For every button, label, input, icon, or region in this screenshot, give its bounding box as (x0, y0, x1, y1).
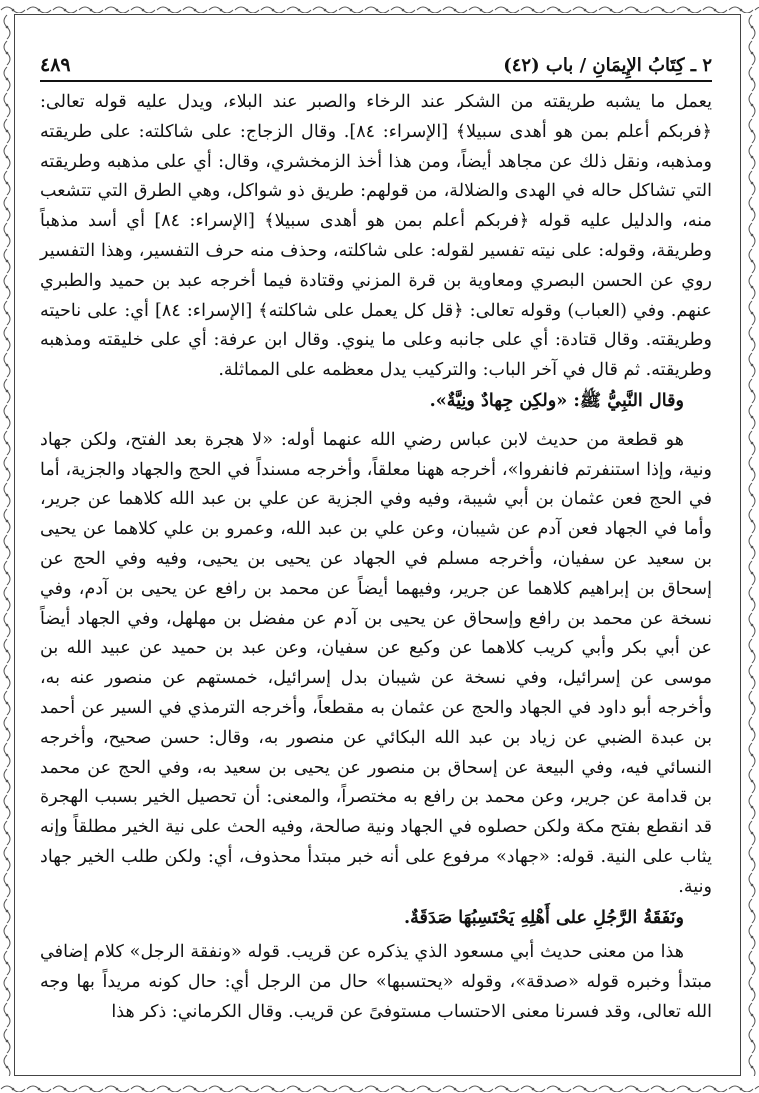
page-header (40, 50, 712, 82)
bottom-ornamental-border (0, 1080, 759, 1092)
hadith-quote: وقال النَّبِيُّ ﷺ: «ولكِن جِهادٌ ونِيَّةٌ». (429, 389, 684, 411)
commentary-paragraph: هو قطعة من حديث لابن عباس رضي الله عنهما أوله: «لا هجرة بعد الفتح، ولكن جهاد ونية، وإذا استنفرتم فانفروا»، أخرجه ههنا معلقاً، وأخرجه مسنداً في الحج والجهاد والجزية، أما في الحج فعن عثمان بن أبي شيبة، وفيه وفي الجزية عن علي بن عبد الله كلاهما عن جرير، وأما في الجهاد فعن آدم عن شيبان، وعن علي بن عبد الله، وعمرو بن علي كلاهما عن يحيى بن سعيد عن سفيان، وأخرجه مسلم في الجهاد عن يحيى بن يحيى، وفيه وفي الحج عن إسحاق بن إبراهيم كلاهما عن جرير، وفيهما أيضاً عن محمد بن رافع عن يحيى بن آدم، وفي نسخة عن محمد بن رافع وإسحاق عن يحيى بن آدم عن مفضل بن مهلهل، وفي الجهاد أيضاً عن أبي بكر وأبي كريب كلاهما عن وكيع عن سفيان، وعن عبد بن حميد عن عبيد الله بن موسى عن إسرائيل، وفي نسخة عن شيبان بدل إسرائيل، خمستهم عن منصور عنه به، وأخرجه أبو داود في الجهاد والحج عن عثمان به مقطعاً، وأخرجه الترمذي في السير عن أحمد بن عبدة الضبي عن زياد بن عبد الله البكائي عن منصور به، وقال: حسن صحيح، وأخرجه النسائي فيه، وفي البيعة عن إسحاق بن منصور عن يحيى بن سعيد به، وفي الحج عن محمد بن قدامة عن جرير، وعن محمد بن رافع به مختصراً، والمعنى: أن تحصيل الخير بسبب الهجرة قد انقطع بفتح مكة ولكن حصلوه في الجهاد ونية صالحة، وفيه الحث على نية الخير مطلقاً وإنه يثاب على النية. قوله: «جهاد» مرفوع على أنه خبر مبتدأ محذوف، أي: ولكن طلب الخير جهاد ونية. (40, 429, 712, 897)
hadith-quote: ونَفَقَةُ الرَّجُلِ على أَهْلِهِ يَحْتَسِبُهَا صَدَقَةٌ. (404, 906, 684, 928)
top-ornamental-border (0, 1, 759, 13)
commentary-paragraph: يعمل ما يشبه طريقته من الشكر عند الرخاء والصبر عند البلاء، ويدل عليه قوله تعالى: ﴿فربكم أعلم بمن هو أهدى سبيلا﴾ [الإسراء: ٨٤]. وقال الزجاج: على شاكلته: على طريقته ومذهبه، ونقل ذلك عن مجاهد أيضاً، ومن هذا أخذ الزمخشري، وقال: أي على مذهبه وطريقته التي تشاكل حاله في الهدى والضلالة، من قولهم: طريق ذو شواكل، وهي الطرق التي تتشعب منه، والدليل عليه قوله ﴿فربكم أعلم بمن هو أهدى سبيلا﴾ [الإسراء: ٨٤] أي أسد مذهباً وطريقة، وقوله: على نيته تفسير لقوله: على شاكلته، وحذف منه حرف التفسير، وهذا التفسير روي عن الحسن البصري ومعاوية بن قرة المزني وقتادة فيما أخرجه عبد بن حميد والطبري عنهم. وفي (العباب) وقوله تعالى: ﴿قل كل يعمل على شاكلته﴾ [الإسراء: ٨٤] أي: على ناحيته وطريقته. وقال قتادة: أي على جانبه وعلى ما ينوي. وقال ابن عرفة: أي على خليقته ومذهبه وطريقته. ثم قال في آخر الباب: والتركيب يدل معظمه على المماثلة. (40, 92, 712, 381)
left-ornamental-border (1, 14, 13, 1076)
page-number: ٤٨٩ (40, 54, 71, 76)
commentary-paragraph: هذا من معنى حديث أبي مسعود الذي يذكره عن قريب. قوله «ونفقة الرجل» كلام إضافي مبتدأ وخبره قوله «صدقة»، وقوله «يحتسبها» حال من الرجل أي: حال كونه مريداً بها وجه الله تعالى، وقد فسرنا معنى الاحتساب مستوفىً عن قريب. وقال الكرماني: ذكر هذا (40, 942, 712, 1022)
running-title: ٢ ـ كِتَابُ الإِيمَانِ / باب (٤٢) (503, 54, 712, 76)
page-body (40, 88, 712, 1028)
right-ornamental-border (746, 14, 758, 1076)
book-page (40, 50, 712, 1060)
